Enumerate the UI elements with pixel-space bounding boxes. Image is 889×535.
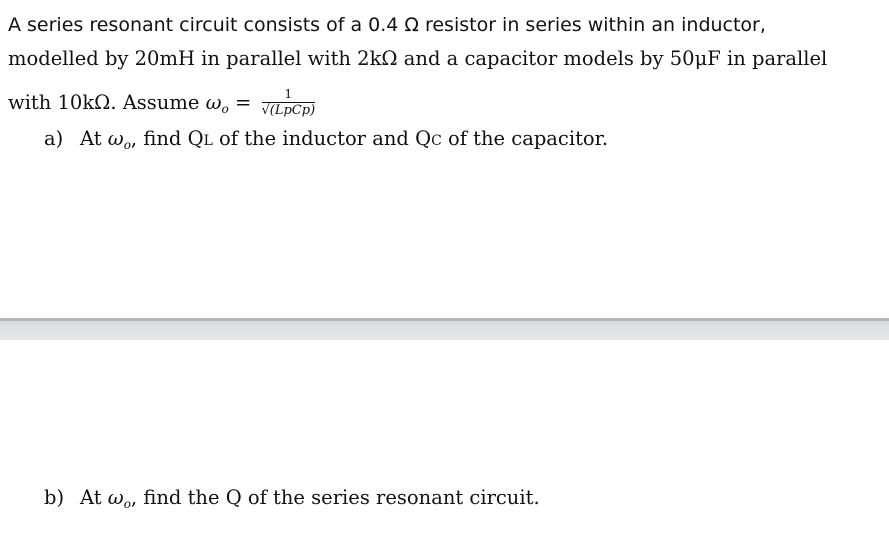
part-a-end: of the capacitor.	[441, 127, 609, 150]
divider-shade	[0, 318, 889, 321]
equals-sign: =	[228, 91, 258, 114]
part-a-mid2: of the inductor and Q	[212, 127, 432, 150]
problem-line-3	[8, 88, 315, 121]
omega-subscript: o	[221, 102, 229, 116]
problem-line-1: A series resonant circuit consists of a 0.4 Ω resistor in series within an inductor,	[8, 14, 766, 36]
part-b-end: , find the Q of the series resonant circuit.	[130, 486, 540, 509]
question-part-a	[44, 127, 608, 157]
part-b-prefix: At	[80, 486, 108, 509]
problem-line-2: modelled by 20mH in parallel with 2kΩ and a capacitor models by 50μF in parallel	[8, 47, 828, 70]
fraction-numerator: 1	[262, 88, 316, 103]
fraction-denominator: √(LpCp)	[261, 103, 316, 118]
part-a-mid: , find Q	[130, 127, 204, 150]
ql-subscript: L	[203, 133, 213, 149]
resonance-fraction	[262, 88, 316, 119]
answer-divider	[0, 318, 889, 340]
qc-subscript: C	[431, 133, 442, 149]
part-a-label: a)	[44, 127, 64, 150]
part-a-prefix: At	[80, 127, 108, 150]
part-a-omega: ω	[107, 127, 124, 150]
question-part-b	[44, 486, 540, 516]
problem-line-3-prefix: with 10kΩ. Assume	[8, 91, 206, 114]
part-a-omega-subscript: o	[123, 138, 131, 152]
part-b-omega-subscript: o	[123, 497, 131, 511]
part-b-omega: ω	[107, 486, 124, 509]
part-b-label: b)	[44, 486, 65, 509]
omega-symbol: ω	[205, 91, 222, 114]
